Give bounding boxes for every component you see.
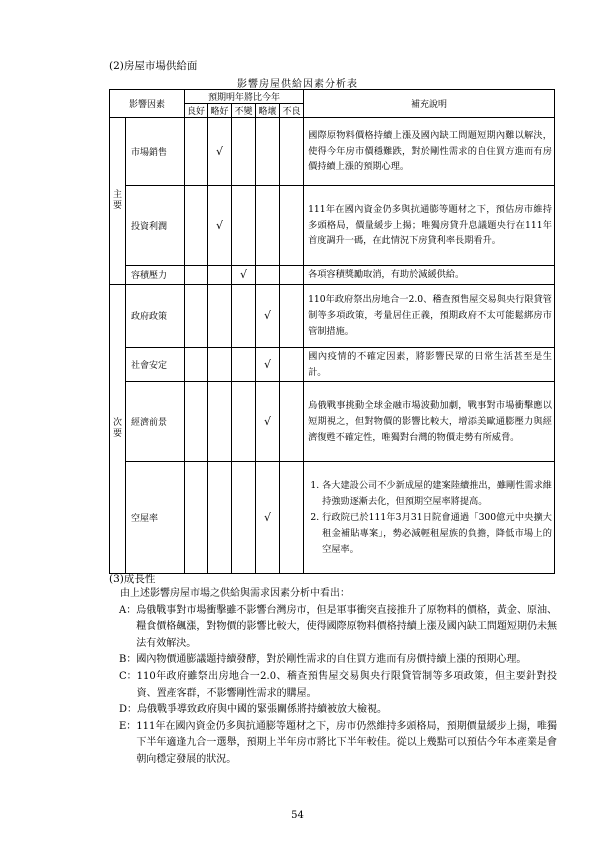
level-slightly-bad: 略壞	[256, 104, 280, 118]
factor-label: 社會安定	[126, 347, 185, 382]
table-row	[110, 347, 555, 382]
factor-label: 市場銷售	[126, 118, 185, 186]
factor-label: 投資利潤	[126, 186, 185, 266]
table-row	[110, 462, 555, 574]
note-text: 國內疫情的不確定因素，將影響民眾的日常生活甚至是生計。	[304, 347, 555, 382]
list-item	[109, 719, 557, 769]
item-text: 110年政府雖祭出房地合一2.0、稽查預售屋交易與央行限貸管制等多項政策，但主要針對投資、置產客群，不影響剛性需求的購屋。	[136, 670, 557, 699]
note-text: 110年政府祭出房地合一2.0、稽查預售屋交易與央行限貸管制等多項政策，考量居住正義，預期政府不太可能鬆綁房市管制措施。	[304, 284, 555, 347]
factor-label: 空屋率	[126, 462, 185, 574]
section-heading-supply: (2)房屋市場供給面	[109, 60, 198, 72]
check-mark: √	[256, 284, 280, 347]
list-item	[109, 702, 557, 719]
list-item: 2. 行政院已於111年3月31日院會通過「300億元中央擴大租金補貼專案」，勢必減輕租屋族的負擔，降低市場上的空屋率。	[322, 510, 552, 557]
item-label: A：	[119, 604, 137, 616]
level-good: 良好	[185, 104, 208, 118]
table-caption: 影響房屋供給因素分析表	[237, 79, 358, 90]
factor-label: 經濟前景	[126, 382, 185, 462]
note-text: 國際原物料價格持續上漲及國內缺工問題短期內難以解決，使得今年房市價穩難跌，對於剛性需求的自住買方進而有房價持續上漲的預期心理。	[304, 118, 555, 186]
section-heading-growth: (3)成長性	[109, 573, 156, 585]
growth-intro: 由上述影響房屋市場之供給與需求因素分析中看出：	[120, 588, 350, 599]
header-factor: 影響因素	[110, 90, 185, 118]
supply-factor-table	[109, 89, 555, 574]
check-mark: √	[256, 462, 280, 574]
note-text: 各項容積獎勵取消，有助於減緩供給。	[304, 266, 555, 285]
note-list	[304, 462, 555, 574]
list-item	[109, 669, 557, 702]
item-label: D：	[119, 704, 138, 716]
factor-label: 政府政策	[126, 284, 185, 347]
check-mark: √	[232, 266, 256, 285]
header-note: 補充說明	[304, 90, 555, 118]
table-row	[110, 186, 555, 266]
item-text: 國內物價通膨議題持續發酵，對於剛性需求的自住買方進而有房價持續上漲的預期心理。	[136, 654, 527, 666]
level-slightly-good: 略好	[208, 104, 232, 118]
header-forecast: 預期明年將比今年	[185, 90, 304, 104]
item-text: 111年在國內資金仍多與抗通膨等題材之下，房市仍然維持多頭格局，預期價量緩步上揚，唯獨下半年適逢九合一選舉，預期上半年房市將比下半年較佳。從以上幾點可以預估今年本產業是會朝向穩定發展的狀況。	[136, 720, 557, 765]
group-label-secondary: 次 要	[110, 284, 126, 574]
item-label: B：	[119, 654, 137, 666]
level-unchanged: 不變	[232, 104, 256, 118]
table-row	[110, 284, 555, 347]
group-label-primary: 主 要	[110, 118, 126, 285]
list-item	[109, 652, 557, 669]
table-row	[110, 266, 555, 285]
table-row	[110, 118, 555, 186]
check-mark: √	[256, 382, 280, 462]
item-label: E：	[119, 720, 137, 732]
note-text: 111年在國內資金仍多與抗通膨等題材之下，預估房市維持多頭格局，價量緩步上揚；唯獨房貸升息議題央行在111年首度調升一碼，在此情況下房貸利率長期看升。	[304, 186, 555, 266]
item-label: C：	[119, 670, 137, 682]
item-text: 烏俄戰爭導致政府與中國的緊張關係將持續被放大檢視。	[137, 704, 388, 716]
factor-label: 容積壓力	[126, 266, 185, 285]
note-text: 烏俄戰事挑動全球金融市場波動加劇，戰事對市場衝擊應以短期視之，但對物價的影響比較大，增添美歐通膨壓力與經濟復甦不確定性，唯獨對台灣的物價走勢有所威脅。	[304, 382, 555, 462]
check-mark: √	[256, 347, 280, 382]
table-row	[110, 382, 555, 462]
check-mark: √	[208, 118, 232, 186]
check-mark: √	[208, 186, 232, 266]
page-number: 54	[291, 810, 304, 821]
item-text: 烏俄戰事對市場衝擊雖不影響台灣房市，但是軍事衝突直接推升了原物料的價格，黃金、原油、糧食價格飆漲，對物價的影響比較大，使得國際原物料價格持續上漲及國內缺工問題短期仍未無法有效解決。	[136, 604, 557, 649]
level-bad: 不良	[280, 104, 304, 118]
list-item: 1. 各大建設公司不少新成屋的建案陸續推出，雖剛性需求維持強勁逐漸去化，但預期空屋率將提高。	[322, 478, 552, 510]
growth-analysis	[109, 586, 557, 769]
list-item	[109, 603, 557, 653]
